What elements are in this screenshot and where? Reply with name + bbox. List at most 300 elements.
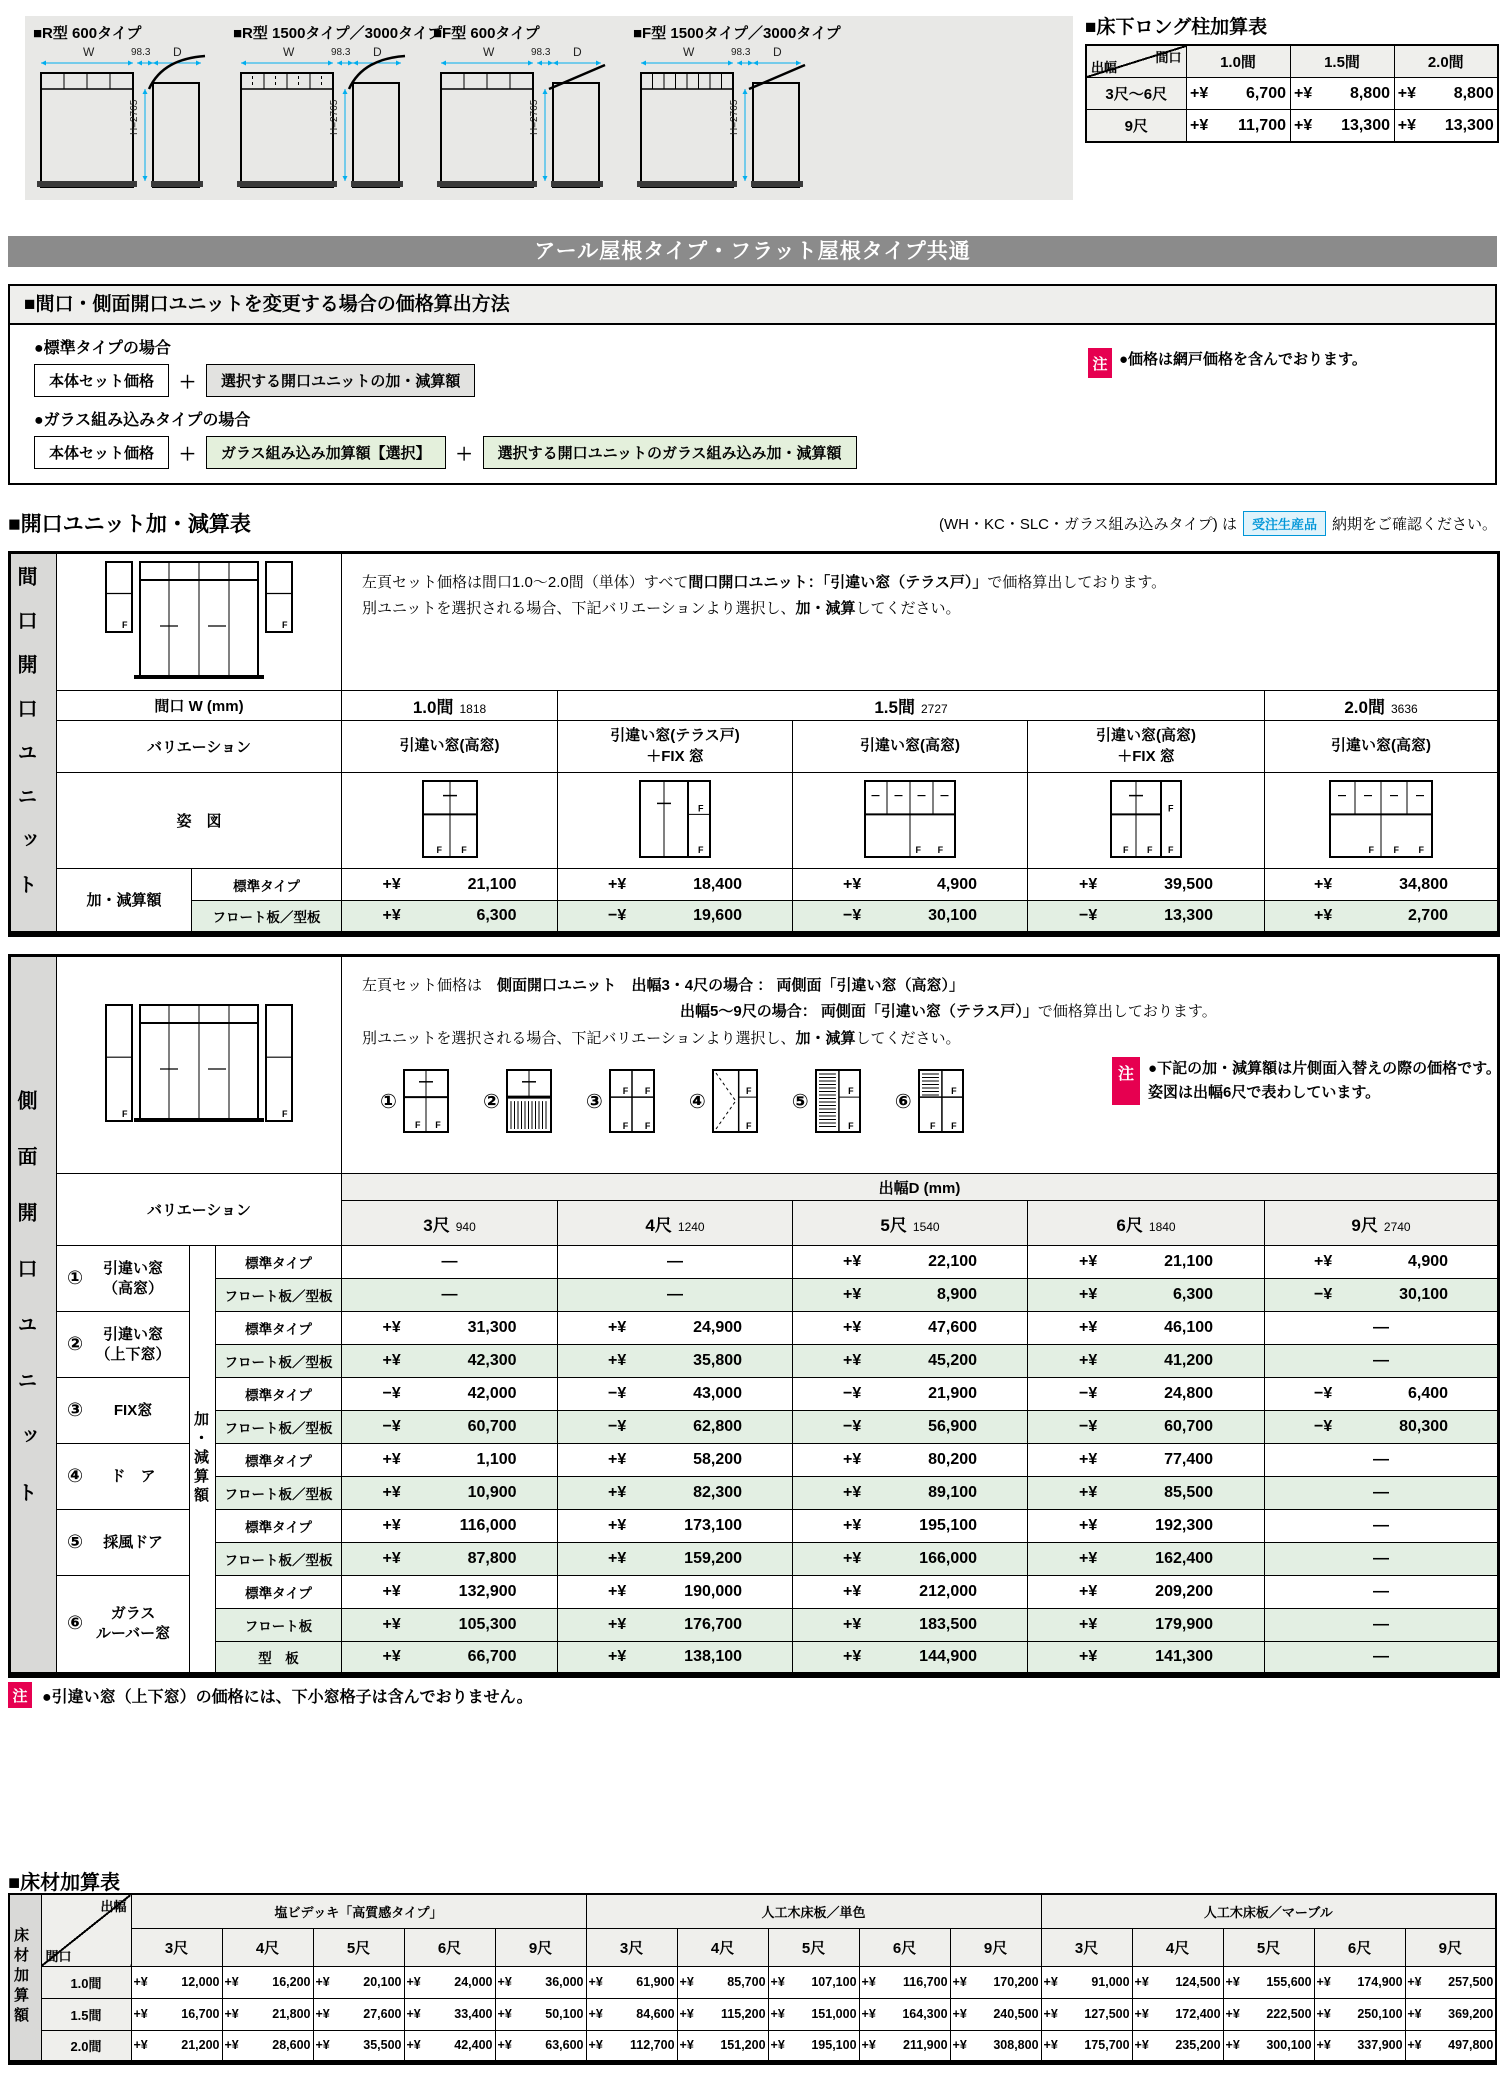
amount-cell [1028, 1312, 1265, 1345]
row-type-label: フロート板／型板 [216, 1345, 342, 1378]
amount-value [134, 1975, 220, 1989]
amount-cell [1186, 78, 1290, 110]
amount-number: 50,100 [545, 2007, 584, 2021]
amount-cell [1041, 1966, 1132, 1998]
amount-value [1314, 1418, 1448, 1436]
amount-value [843, 907, 977, 925]
row-label: 3尺～6尺 [1086, 78, 1186, 110]
variation-icon-louver [918, 1069, 964, 1133]
currency-sign: +¥ [608, 1616, 627, 1633]
depth-col-header [793, 1201, 1028, 1246]
amount-number: 107,100 [811, 1975, 857, 1989]
floor-material-table-wrap [8, 1893, 1497, 2065]
sidebar-vertical-label: 間口開口ユニット [14, 566, 36, 919]
figure-icon-hwfix [1110, 780, 1182, 858]
currency-sign: +¥ [608, 1319, 627, 1336]
amount-number: 4,900 [936, 875, 977, 893]
amount-value [383, 1385, 517, 1403]
amount-number: 21,800 [272, 2007, 311, 2021]
amount-number: 8,800 [1349, 84, 1390, 102]
amount-cell [859, 2030, 950, 2062]
amount-number: 337,900 [1357, 2038, 1403, 2052]
table-row [10, 901, 1499, 934]
variation-icon-door [712, 1069, 758, 1133]
depth-col-header [677, 1928, 768, 1966]
amount-number: 250,100 [1357, 2007, 1403, 2021]
amount-value [608, 876, 742, 894]
amount-cell [793, 1411, 1028, 1444]
amount-cell [558, 1477, 793, 1510]
formula-term: 選択する開口ユニットのガラス組み込み加・減算額 [483, 436, 857, 469]
currency-sign: +¥ [861, 1975, 876, 1989]
floor-pillar-table [1085, 44, 1499, 143]
width-main: 1.5間 [874, 698, 915, 717]
amount-cell [793, 1312, 1028, 1345]
group-number: ④ [67, 1466, 84, 1487]
amount-value [1079, 876, 1213, 894]
row-type-label: フロート板／型板 [216, 1411, 342, 1444]
currency-sign: +¥ [1316, 2038, 1331, 2052]
amount-value [843, 1484, 977, 1502]
corner-top-label: 出幅 [100, 1899, 127, 1914]
variation-cell [1028, 721, 1265, 773]
currency-sign: +¥ [382, 1517, 401, 1534]
amount-value: — [1373, 1484, 1390, 1501]
amount-cell [495, 1998, 586, 2030]
intro-line [362, 1026, 1497, 1052]
variation-icon-item [689, 1069, 758, 1133]
amount-value [843, 1253, 977, 1271]
amount-number: 8,900 [936, 1286, 978, 1303]
standard-type-label: ●標準タイプの場合 [34, 340, 171, 357]
floor-material-table [8, 1893, 1497, 2065]
group-name-line: ガラス [110, 1605, 156, 1623]
amount-number: 141,300 [1155, 1647, 1214, 1665]
table-row [10, 1609, 1499, 1642]
text-segment: 別ユニットを選択される場合、下記バリエーションより選択し、 [362, 599, 796, 617]
currency-sign: +¥ [843, 1517, 862, 1534]
opening-unit-section-header [8, 508, 1497, 538]
depth-col-header [586, 1928, 677, 1966]
amount-number: 24,800 [1164, 1385, 1214, 1402]
roof-type-diagram-group [33, 22, 231, 198]
currency-sign: +¥ [1407, 1975, 1422, 1989]
amount-cell [793, 1477, 1028, 1510]
variation-number: ④ [688, 1090, 706, 1113]
amount-cell [558, 1279, 793, 1312]
svg-text:F: F [622, 1121, 629, 1131]
amount-number: 6,300 [1172, 1286, 1214, 1303]
figure-cell [558, 773, 793, 869]
corner-cell [1086, 45, 1186, 78]
amount-cell [1028, 1510, 1265, 1543]
currency-sign: +¥ [1397, 84, 1416, 102]
roof-type-diagram [33, 43, 223, 193]
amount-value [225, 2038, 311, 2052]
amount-number: 235,200 [1175, 2038, 1221, 2052]
amount-cell [859, 1966, 950, 1998]
variation-cell [1265, 721, 1499, 773]
currency-sign: −¥ [1079, 1418, 1098, 1435]
svg-text:F: F [1368, 844, 1375, 855]
currency-sign: +¥ [1314, 875, 1333, 893]
amount-value: — [1373, 1352, 1390, 1369]
group-label-cell [57, 1312, 190, 1378]
amount-value [589, 2007, 675, 2021]
amount-value [843, 876, 977, 894]
amount-cell [495, 1966, 586, 1998]
amount-cell [342, 1510, 558, 1543]
svg-text:W: W [483, 45, 495, 59]
amount-number: 30,100 [928, 906, 977, 924]
intro-line [362, 973, 1497, 999]
formula-term: 本体セット価格 [34, 364, 169, 397]
amount-value [680, 1975, 766, 1989]
corner-bottom-label: 出幅 [1091, 60, 1118, 75]
amount-value [1226, 2038, 1312, 2052]
amount-value [1314, 907, 1448, 925]
width-col-header [558, 691, 1265, 721]
amount-number: 24,000 [454, 1975, 493, 1989]
currency-sign: +¥ [133, 1975, 148, 1989]
amount-number: 4,900 [1407, 1253, 1449, 1270]
roof-type-diagram-band [25, 16, 1073, 200]
amount-cell [1265, 1378, 1499, 1411]
text-segment: で価格算出しております。 [987, 574, 1167, 591]
group-label [57, 1604, 189, 1643]
amount-value [1407, 1975, 1493, 1989]
currency-sign: +¥ [1079, 1517, 1098, 1534]
currency-sign: +¥ [1134, 2038, 1149, 2052]
currency-sign: +¥ [843, 1352, 862, 1369]
amount-value [608, 1517, 742, 1535]
amount-number: 45,200 [928, 1352, 978, 1369]
currency-sign: −¥ [1079, 906, 1098, 924]
group-number: ③ [67, 1400, 84, 1421]
depth-main: 5尺 [880, 1215, 907, 1235]
currency-sign: +¥ [1043, 1975, 1058, 1989]
table-row [10, 1576, 1499, 1609]
svg-text:F: F [644, 1086, 651, 1097]
amount-number: 175,700 [1084, 2038, 1130, 2052]
width-sub: 3636 [1390, 702, 1418, 716]
amount-number: 112,700 [630, 2038, 675, 2052]
currency-sign: +¥ [382, 906, 401, 924]
svg-text:D: D [773, 45, 782, 59]
amount-cell [1028, 869, 1265, 901]
amount-cell [1041, 2030, 1132, 2062]
amount-number: 144,900 [919, 1647, 978, 1665]
amount-number: 151,200 [720, 2038, 766, 2052]
depth-sub: 940 [455, 1219, 476, 1234]
amount-cell [1314, 1998, 1405, 2030]
amount-value [771, 2038, 857, 2052]
unit-diagram-cell [57, 553, 342, 691]
amount-number: 41,200 [1164, 1352, 1214, 1369]
currency-sign: +¥ [382, 1352, 401, 1369]
amount-cell [1290, 78, 1394, 110]
amount-cell [342, 1312, 558, 1345]
currency-sign: +¥ [843, 875, 862, 893]
amount-cell [1186, 110, 1290, 143]
depth-col-header [342, 1201, 558, 1246]
amount-cell [1028, 1444, 1265, 1477]
amount-number: 127,500 [1084, 2007, 1130, 2021]
amount-number: 61,900 [636, 1975, 675, 1989]
material-group-header: 塩ビデッキ「高質感タイプ」 [131, 1894, 586, 1928]
currency-sign: +¥ [1079, 1352, 1098, 1369]
amount-value: — [1373, 1583, 1390, 1600]
amount-value [1314, 1253, 1448, 1271]
currency-sign: +¥ [952, 2038, 967, 2052]
depth-col-header [1223, 1928, 1314, 1966]
table-row [9, 1894, 1496, 1928]
unit-diagram-cell [57, 956, 342, 1174]
amount-value [383, 1517, 517, 1535]
svg-text:W: W [83, 45, 95, 59]
currency-sign: +¥ [497, 2038, 512, 2052]
variation-line: ＋FIX 窓 [1117, 747, 1175, 765]
currency-sign: +¥ [952, 1975, 967, 1989]
svg-text:F: F [1168, 802, 1174, 813]
amount-value [1398, 85, 1494, 103]
currency-sign: +¥ [608, 1484, 627, 1501]
amount-number: 33,400 [454, 2007, 493, 2021]
amount-cell [1265, 1642, 1499, 1675]
amount-number: 84,600 [636, 2007, 675, 2021]
group-label-cell [57, 1444, 190, 1510]
currency-sign: +¥ [497, 1975, 512, 1989]
depth-label: 6尺 [892, 1939, 917, 1957]
svg-text:F: F [282, 1109, 288, 1119]
group-name-line: 採風ドア [103, 1533, 163, 1551]
amount-cell [342, 1345, 558, 1378]
variation-line: 引違い窓(高窓) [399, 737, 500, 755]
currency-sign: +¥ [588, 2007, 603, 2021]
amount-number: 21,100 [1164, 1253, 1214, 1270]
amount-cell [1028, 1477, 1265, 1510]
svg-text:98.3: 98.3 [531, 47, 551, 58]
front-opening-table [8, 551, 1500, 937]
amount-number: 497,800 [1448, 2038, 1494, 2052]
amount-value: — [441, 1286, 458, 1303]
currency-sign: +¥ [406, 1975, 421, 1989]
svg-text:F: F [1393, 844, 1399, 855]
amount-value [383, 1418, 517, 1436]
currency-sign: +¥ [1314, 906, 1333, 924]
amount-number: 11,700 [1237, 116, 1286, 134]
amount-value [383, 1484, 517, 1502]
amount-value [225, 2007, 311, 2021]
currency-sign: +¥ [608, 1647, 627, 1665]
variation-icon-item [380, 1069, 449, 1133]
amount-value [608, 1319, 742, 1337]
amount-cell [342, 1378, 558, 1411]
amount-cell [1132, 1966, 1223, 1998]
roof-type-label: ■R型 600タイプ [33, 25, 142, 42]
depth-label: 4尺 [710, 1939, 735, 1957]
width-main: 2.0間 [1344, 698, 1385, 717]
amount-number: 58,200 [693, 1451, 743, 1468]
depth-col-header [313, 1928, 404, 1966]
amount-number: 8,800 [1453, 84, 1494, 102]
amount-value [1314, 876, 1448, 894]
depth-label: 9尺 [983, 1939, 1008, 1957]
amount-cell [586, 2030, 677, 2062]
row-type-label: フロート板／型板 [216, 1543, 342, 1576]
currency-sign: +¥ [770, 2007, 785, 2021]
amount-value [1226, 1975, 1312, 1989]
svg-text:98.3: 98.3 [331, 47, 351, 58]
roof-type-label: ■R型 1500タイプ／3000タイプ [233, 25, 443, 42]
amount-value [383, 1616, 517, 1634]
svg-text:H=2765: H=2765 [329, 99, 340, 135]
depth-col-header [1314, 1928, 1405, 1966]
row-type-label: 標準タイプ [216, 1312, 342, 1345]
depth-main: 6尺 [1116, 1215, 1143, 1235]
table-row [10, 1510, 1499, 1543]
amount-number: 62,800 [693, 1418, 743, 1435]
width-sub: 1818 [459, 702, 487, 716]
amount-cell [1028, 1279, 1265, 1312]
amount-value [383, 1451, 517, 1469]
amount-number: 166,000 [919, 1550, 978, 1567]
amount-value: — [1373, 1319, 1390, 1336]
amount-value [608, 1385, 742, 1403]
table-row [10, 1411, 1499, 1444]
col-header: 1.0間 [1186, 45, 1290, 78]
glass-type-label: ●ガラス組み込みタイプの場合 [34, 412, 251, 429]
row-type-label: フロート板／型板 [216, 1477, 342, 1510]
svg-text:F: F [937, 844, 944, 855]
amount-number: 195,100 [919, 1517, 978, 1534]
svg-text:D: D [573, 45, 582, 59]
amount-value [1407, 2038, 1493, 2052]
amount-number: 211,900 [903, 2038, 948, 2052]
table-row [10, 1246, 1499, 1279]
amount-cell [793, 1279, 1028, 1312]
amount-number: 21,200 [181, 2038, 220, 2052]
note-pre: (WH・KC・SLC・ガラス組み込みタイプ) は [939, 515, 1237, 533]
amount-number: 209,200 [1155, 1583, 1214, 1600]
amount-number: 6,400 [1407, 1385, 1449, 1402]
front-opening-table-wrap [8, 551, 1500, 937]
svg-text:H=2765: H=2765 [529, 99, 540, 135]
currency-sign: +¥ [1079, 1319, 1098, 1336]
amount-cell [793, 1378, 1028, 1411]
amount-value [1079, 1451, 1213, 1469]
amount-value [316, 2038, 402, 2052]
amount-cell [404, 2030, 495, 2062]
amount-value: — [667, 1286, 684, 1303]
variation-number: ⑤ [791, 1090, 809, 1113]
amount-number: 300,100 [1266, 2038, 1312, 2052]
variation-number: ③ [585, 1090, 603, 1113]
amount-value [843, 1385, 977, 1403]
col-header: 1.5間 [1290, 45, 1394, 78]
currency-sign: +¥ [843, 1253, 862, 1270]
side-opening-table-wrap [8, 954, 1500, 1678]
amount-value [498, 2038, 584, 2052]
group-name [83, 1325, 183, 1364]
amount-value [608, 1484, 742, 1502]
group-label [57, 1259, 189, 1298]
svg-text:F: F [1147, 844, 1153, 855]
amount-number: 257,500 [1448, 1975, 1494, 1989]
amount-value [843, 1583, 977, 1601]
amount-number: 183,500 [919, 1616, 978, 1633]
amount-number: 39,500 [1164, 875, 1213, 893]
width-sub: 2727 [920, 702, 948, 716]
amount-cell [342, 1642, 558, 1675]
svg-text:H=2765: H=2765 [729, 99, 740, 135]
amount-value [1079, 1583, 1213, 1601]
depth-main: 3尺 [423, 1215, 450, 1235]
currency-sign: −¥ [1314, 1385, 1333, 1402]
text-segment: 間口開口ユニット：「引違い窓（テラス戸）」 [688, 574, 988, 591]
amount-cell [558, 1510, 793, 1543]
currency-sign: +¥ [861, 2038, 876, 2052]
amount-cell [793, 1345, 1028, 1378]
row-label: 9尺 [1086, 110, 1186, 143]
amount-value [383, 1319, 517, 1337]
group-label [57, 1325, 189, 1364]
depth-col-header [768, 1928, 859, 1966]
amount-cell [342, 1246, 558, 1279]
svg-text:F: F [929, 1121, 936, 1131]
intro-line [362, 596, 1477, 622]
svg-text:F: F [1168, 844, 1174, 855]
group-label-cell [57, 1246, 190, 1312]
amount-value [953, 1975, 1039, 1989]
amount-value [843, 1352, 977, 1370]
amount-value [1135, 2038, 1221, 2052]
amount-cell [131, 1966, 222, 1998]
group-name-line: 引違い窓 [103, 1260, 164, 1277]
amount-cell [1028, 1642, 1265, 1675]
group-name-line: 引違い窓 [103, 1326, 164, 1343]
currency-sign: +¥ [382, 1484, 401, 1501]
amount-number: 87,800 [467, 1550, 517, 1567]
front-unit-diagram [100, 556, 298, 684]
row-type-label: 標準タイプ [216, 1444, 342, 1477]
depth-col-header [404, 1928, 495, 1966]
svg-text:F: F [282, 620, 288, 630]
variation-icon-item [586, 1069, 655, 1133]
variation-label: バリエーション [57, 721, 342, 773]
currency-sign: +¥ [1134, 2007, 1149, 2021]
amount-value [1079, 1648, 1213, 1666]
depth-col-header [1132, 1928, 1223, 1966]
currency-sign: +¥ [406, 2007, 421, 2021]
currency-sign: +¥ [1407, 2007, 1422, 2021]
amount-cell [793, 1246, 1028, 1279]
currency-sign: +¥ [315, 2007, 330, 2021]
amount-number: 66,700 [467, 1647, 517, 1665]
amount-cell [1265, 1312, 1499, 1345]
variation-icon-updown [506, 1069, 552, 1133]
amount-value [1190, 117, 1286, 135]
svg-text:F: F [644, 1121, 651, 1131]
amount-number: 13,300 [1444, 116, 1494, 134]
amount-cell [558, 901, 793, 934]
text-segment: 出幅3・4尺の場合 ： 両側面「引違い窓（高窓）」 [631, 977, 964, 994]
text-segment: 左頁セット価格は間口1.0～2.0間（単体）すべて [362, 574, 689, 591]
depth-label: 6尺 [1347, 1939, 1372, 1957]
amount-value [843, 1319, 977, 1337]
variation-line: 引違い窓(高窓) [860, 737, 960, 755]
note-text: ●下記の加・減算額は片側面入替えの際の価格です。姿図は出幅6尺で表わしています。 [1148, 1060, 1501, 1101]
